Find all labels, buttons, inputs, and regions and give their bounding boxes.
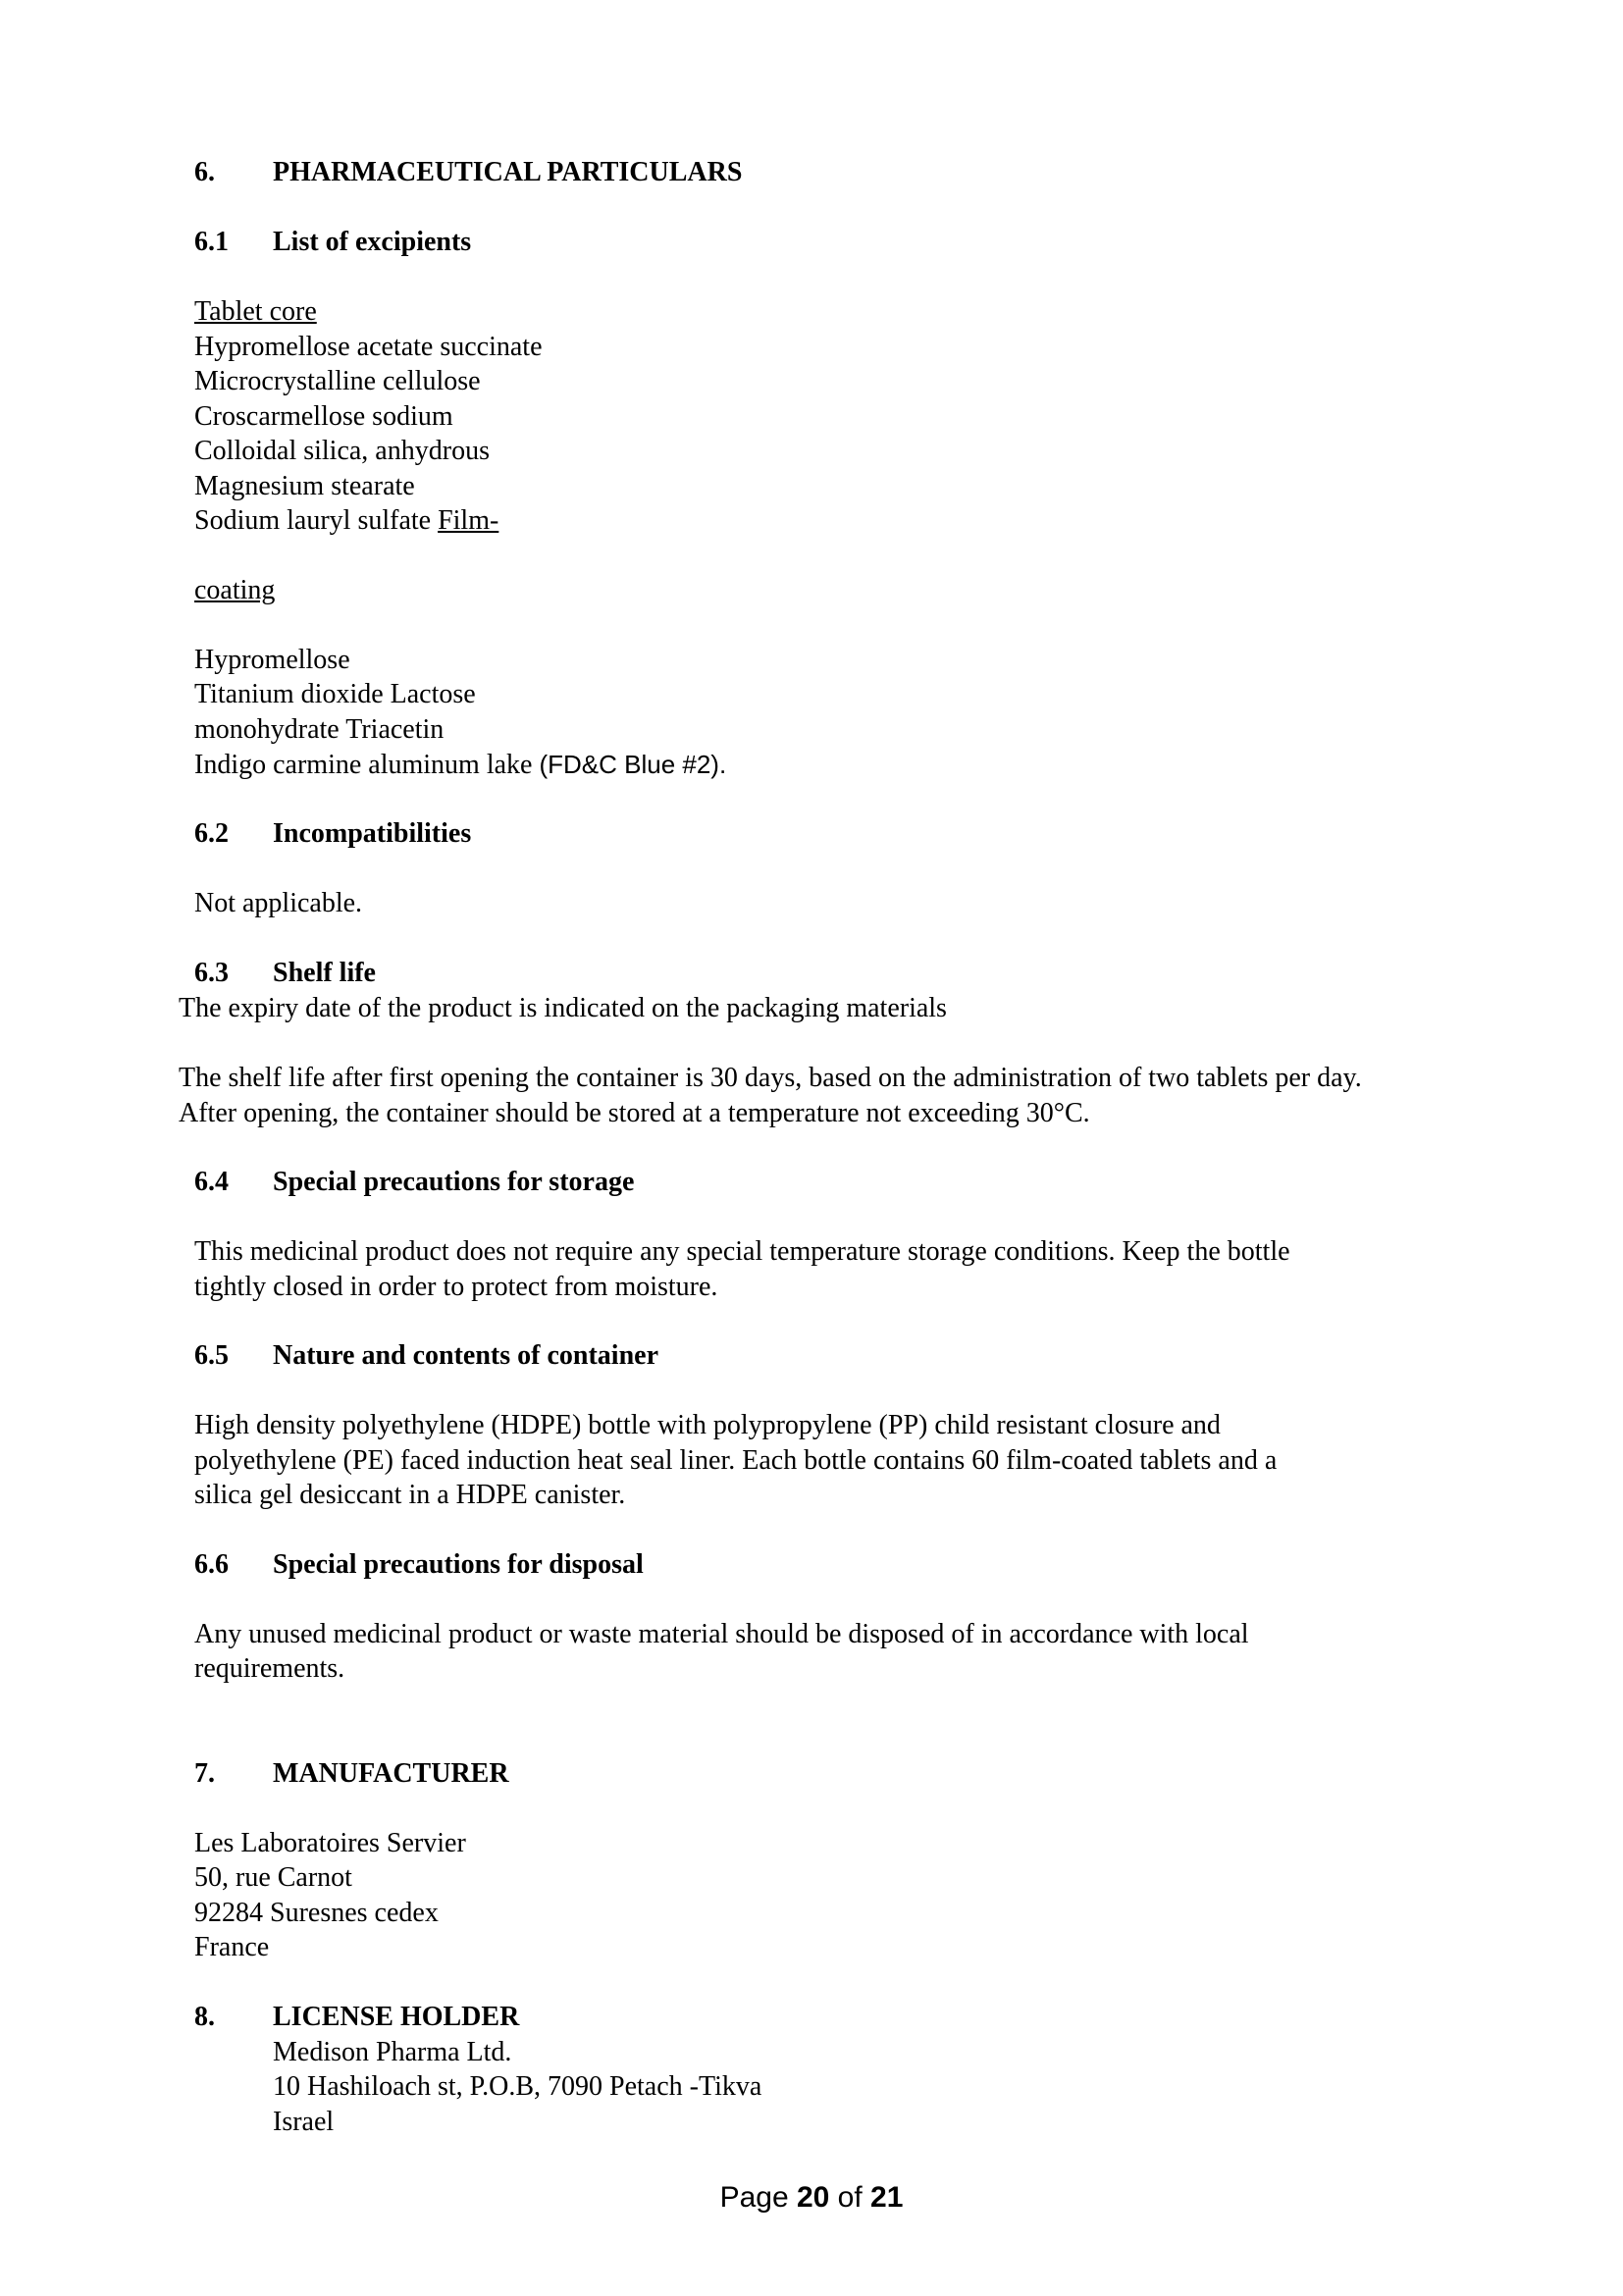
footer-prefix: Page xyxy=(719,2181,797,2214)
storage-text-line: tightly closed in order to protect from moisture. xyxy=(194,1272,718,1302)
total-pages-number: 21 xyxy=(870,2181,904,2214)
shelf-life-line: After opening, the container should be stored at a temperature not exceeding 30°C. xyxy=(179,1098,1090,1128)
section-title: PHARMACEUTICAL PARTICULARS xyxy=(273,157,743,187)
section-6-5-heading xyxy=(194,1338,658,1374)
excipient-item: Microcrystalline cellulose xyxy=(194,366,481,396)
film-coating-label-part1: Film- xyxy=(438,505,499,536)
section-number: 6.5 xyxy=(194,1340,229,1371)
section-title: Special precautions for storage xyxy=(273,1167,635,1197)
section-6-1-heading xyxy=(194,225,471,260)
page-footer xyxy=(0,2180,1623,2216)
section-number: 6. xyxy=(194,157,215,187)
shelf-life-line: The expiry date of the product is indicated on the packaging materials xyxy=(179,993,947,1023)
manufacturer-address-line: Les Laboratoires Servier xyxy=(194,1828,466,1858)
container-text-line: polyethylene (PE) faced induction heat seal liner. Each bottle contains 60 film-coated tablets and a xyxy=(194,1445,1278,1476)
section-7-heading xyxy=(194,1756,509,1792)
section-6-2-heading xyxy=(194,816,471,852)
excipient-text: Sodium lauryl sulfate xyxy=(194,505,439,536)
section-6-6-heading xyxy=(194,1547,644,1583)
license-holder-address-line: Israel xyxy=(273,2107,335,2137)
section-number: 6.2 xyxy=(194,818,229,849)
license-holder-address-line: 10 Hashiloach st, P.O.B, 7090 Petach -Tikva xyxy=(273,2071,762,2102)
disposal-text-line: Any unused medicinal product or waste material should be disposed of in accordance with local xyxy=(194,1619,1249,1649)
section-number: 8. xyxy=(194,2002,215,2032)
indigo-code: (FD&C Blue #2). xyxy=(539,750,727,779)
film-coating-label-part2: coating xyxy=(194,575,276,605)
section-title: Incompatibilities xyxy=(273,818,472,849)
shelf-life-line: The shelf life after first opening the container is 30 days, based on the administration of two tablets per day. xyxy=(179,1063,1362,1093)
excipient-item: Colloidal silica, anhydrous xyxy=(194,436,490,466)
footer-mid: of xyxy=(829,2181,871,2214)
excipient-item: Magnesium stearate xyxy=(194,471,415,501)
coating-item: Hypromellose xyxy=(194,645,350,675)
section-number: 6.3 xyxy=(194,958,229,988)
section-title: MANUFACTURER xyxy=(273,1758,509,1789)
section-title: Special precautions for disposal xyxy=(273,1549,644,1580)
section-number: 7. xyxy=(194,1758,215,1789)
excipient-item: Hypromellose acetate succinate xyxy=(194,332,543,362)
section-6-4-heading xyxy=(194,1165,634,1200)
indigo-text: Indigo carmine aluminum lake xyxy=(194,750,540,780)
coating-item-indigo xyxy=(194,747,726,783)
disposal-text-line: requirements. xyxy=(194,1653,345,1684)
manufacturer-address-line: 92284 Suresnes cedex xyxy=(194,1898,439,1928)
excipient-item: Croscarmellose sodium xyxy=(194,401,453,432)
section-number: 6.4 xyxy=(194,1167,229,1197)
section-title: Shelf life xyxy=(273,958,376,988)
section-8-heading xyxy=(194,2000,519,2035)
section-title: Nature and contents of container xyxy=(273,1340,659,1371)
section-number: 6.1 xyxy=(194,227,229,257)
section-title: LICENSE HOLDER xyxy=(273,2002,520,2032)
excipient-item-last xyxy=(194,503,498,539)
coating-item: monohydrate Triacetin xyxy=(194,714,445,745)
section-6-3-heading xyxy=(194,956,376,991)
manufacturer-address-line: 50, rue Carnot xyxy=(194,1862,352,1893)
tablet-core-label: Tablet core xyxy=(194,296,317,327)
section-title: List of excipients xyxy=(273,227,472,257)
license-holder-address-line: Medison Pharma Ltd. xyxy=(273,2037,512,2067)
section-6-heading xyxy=(194,155,742,190)
manufacturer-address-line: France xyxy=(194,1932,270,1962)
storage-text-line: This medicinal product does not require any special temperature storage conditions. Keep the bottle xyxy=(194,1236,1290,1267)
coating-item: Titanium dioxide Lactose xyxy=(194,679,476,709)
container-text-line: silica gel desiccant in a HDPE canister. xyxy=(194,1480,626,1510)
container-text-line: High density polyethylene (HDPE) bottle with polypropylene (PP) child resistant closure and xyxy=(194,1410,1221,1440)
incompatibilities-text: Not applicable. xyxy=(194,888,363,918)
section-number: 6.6 xyxy=(194,1549,229,1580)
current-page-number: 20 xyxy=(796,2181,830,2214)
